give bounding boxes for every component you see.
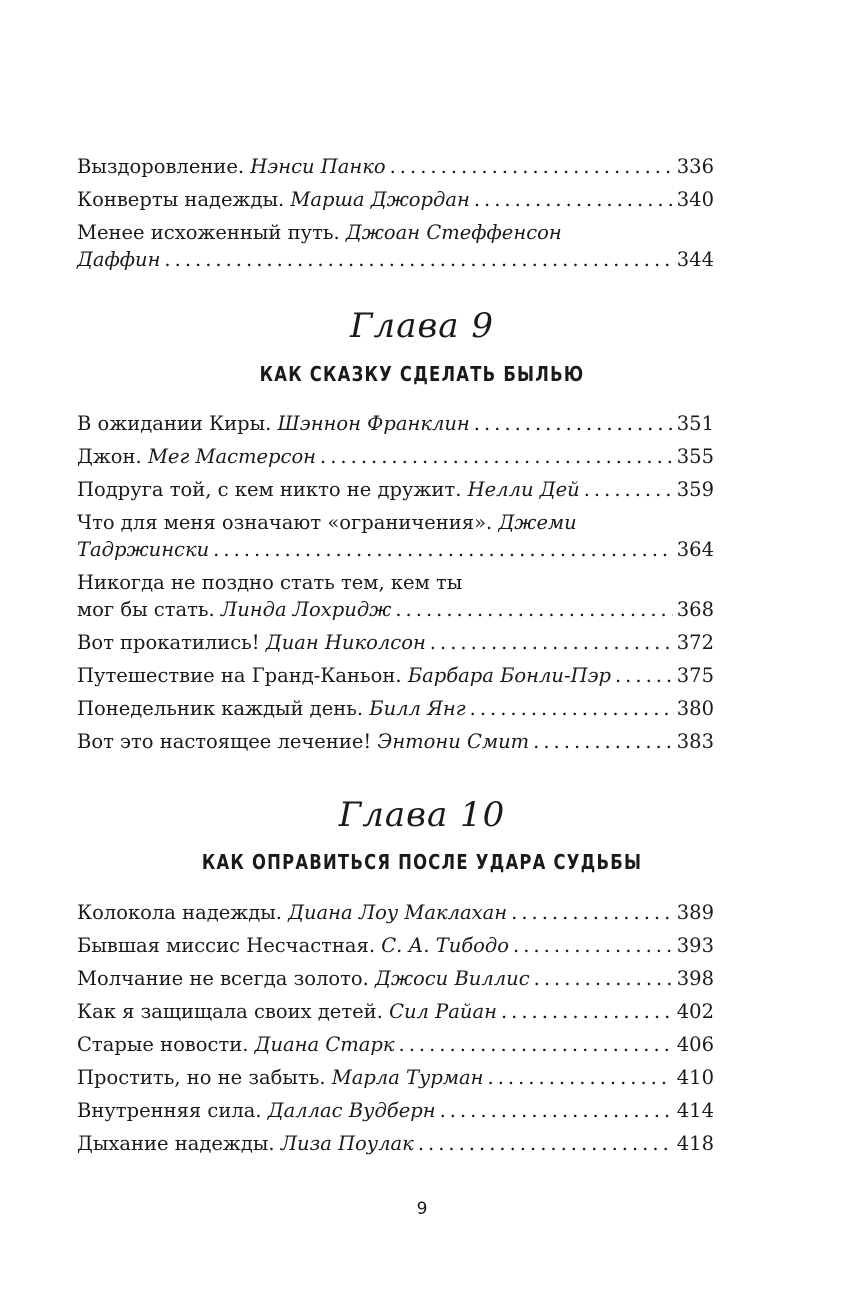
entry-title: Молчание не всегда золото.	[77, 967, 369, 990]
entry-author: Линда Лохридж	[220, 598, 392, 621]
toc-entry	[77, 1127, 714, 1160]
entry-page: 351	[676, 412, 714, 435]
entry-page: 398	[676, 967, 714, 990]
entry-page: 410	[676, 1066, 714, 1089]
toc-entry	[77, 440, 714, 473]
leader-dots	[395, 593, 672, 626]
entry-page: 344	[676, 248, 714, 271]
entry-title: Бывшая миссис Несчастная.	[77, 934, 376, 957]
entry-title: В ожидании Киры.	[77, 412, 272, 435]
entry-title: Что для меня означают «ограничения».	[77, 511, 493, 534]
leader-dots	[474, 183, 673, 216]
entry-page: 355	[676, 445, 714, 468]
toc-entry	[77, 1094, 714, 1127]
entry-page: 402	[676, 1000, 714, 1023]
toc-entry	[77, 150, 714, 183]
entry-title: Простить, но не забыть.	[77, 1066, 326, 1089]
entry-page: 368	[676, 598, 714, 621]
entry-title: Вот прокатились!	[77, 631, 260, 654]
entry-page: 393	[676, 934, 714, 957]
entry-page: 340	[676, 188, 714, 211]
toc-entry	[77, 995, 714, 1028]
leader-dots	[534, 962, 673, 995]
toc-entry	[77, 1061, 714, 1094]
entry-title: Подруга той, с кем никто не дружит.	[77, 478, 462, 501]
entry-page: 389	[676, 901, 714, 924]
leader-dots	[213, 533, 673, 566]
entry-page: 383	[676, 730, 714, 753]
leader-dots	[474, 407, 673, 440]
toc-entry	[77, 692, 714, 725]
toc-entry	[77, 929, 714, 962]
chapter-9-subtitle: КАК СКАЗКУ СДЕЛАТЬ БЫЛЬЮ	[259, 362, 585, 386]
entry-title: Старые новости.	[77, 1033, 249, 1056]
entry-author: Диан Николсон	[265, 631, 426, 654]
entry-title: Колокола надежды.	[77, 901, 282, 924]
entry-page: 372	[676, 631, 714, 654]
entry-title: Внутренняя сила.	[77, 1099, 262, 1122]
entry-title: Никогда не поздно стать тем, кем ты	[77, 571, 463, 594]
leader-dots	[430, 626, 673, 659]
entry-author: Сил Райан	[389, 1000, 497, 1023]
leader-dots	[390, 150, 673, 183]
page-number: 9	[416, 1199, 428, 1219]
leader-dots	[470, 692, 673, 725]
entry-author: Барбара Бонли-Пэр	[407, 664, 611, 687]
entry-title: Менее исхоженный путь.	[77, 221, 340, 244]
leader-dots	[513, 929, 673, 962]
entry-page: 375	[676, 664, 714, 687]
leader-dots	[320, 440, 673, 473]
entry-title: Конверты надежды.	[77, 188, 285, 211]
entry-author: Марша Джордан	[290, 188, 470, 211]
entry-page: 359	[676, 478, 714, 501]
entry-author: Нэнси Панко	[250, 155, 386, 178]
entry-author-cont: Даффин	[77, 248, 161, 271]
entry-author: Марла Турман	[331, 1066, 484, 1089]
entry-author: Джоси Виллис	[375, 967, 530, 990]
toc-entry	[77, 566, 714, 626]
toc-entry	[77, 659, 714, 692]
toc-entry	[77, 506, 714, 566]
entry-author: С. А. Тибодо	[381, 934, 510, 957]
entry-author: Нелли Дей	[467, 478, 580, 501]
entry-author: Шэннон Франклин	[277, 412, 470, 435]
toc-entry	[77, 473, 714, 506]
entry-page: 380	[676, 697, 714, 720]
entry-title: Путешествие на Гранд-Каньон.	[77, 664, 402, 687]
toc-entry	[77, 183, 714, 216]
entry-author: Мег Мастерсон	[147, 445, 317, 468]
toc-section-chapter-10	[77, 896, 714, 1160]
leader-dots	[511, 896, 673, 929]
leader-dots	[584, 473, 673, 506]
entry-page: 414	[676, 1099, 714, 1122]
entry-title-cont: мог бы стать.	[77, 598, 215, 621]
entry-author: Джеми	[498, 511, 577, 534]
chapter-10-heading: Глава 10	[338, 795, 506, 835]
entry-page: 406	[676, 1033, 714, 1056]
leader-dots	[533, 725, 673, 758]
toc-entry	[77, 407, 714, 440]
leader-dots	[440, 1094, 673, 1127]
toc-entry	[77, 216, 714, 276]
toc-entry	[77, 725, 714, 758]
entry-author: Даллас Вудберн	[267, 1099, 436, 1122]
entry-title: Выздоровление.	[77, 155, 245, 178]
toc-entry	[77, 1028, 714, 1061]
entry-author: Билл Янг	[369, 697, 466, 720]
toc-entry	[77, 896, 714, 929]
entry-author: Диана Старк	[254, 1033, 395, 1056]
leader-dots	[418, 1127, 673, 1160]
entry-author: Диана Лоу Маклахан	[288, 901, 508, 924]
entry-author-cont: Тадржински	[77, 538, 210, 561]
entry-title: Вот это настоящее лечение!	[77, 730, 372, 753]
entry-author: Энтони Смит	[377, 730, 530, 753]
entry-page: 336	[676, 155, 714, 178]
leader-dots	[164, 243, 672, 276]
chapter-10-subtitle: КАК ОПРАВИТЬСЯ ПОСЛЕ УДАРА СУДЬБЫ	[201, 850, 643, 874]
toc-entry	[77, 626, 714, 659]
entry-author: Лиза Поулак	[280, 1132, 414, 1155]
entry-title: Джон.	[77, 445, 142, 468]
leader-dots	[501, 995, 673, 1028]
entry-title: Как я защищала своих детей.	[77, 1000, 383, 1023]
leader-dots	[615, 659, 673, 692]
leader-dots	[488, 1061, 673, 1094]
toc-section-chapter-9	[77, 407, 714, 758]
chapter-9-heading: Глава 9	[350, 306, 494, 346]
entry-author: Джоан Стеффенсон	[345, 221, 562, 244]
entry-page: 418	[676, 1132, 714, 1155]
toc-entry	[77, 962, 714, 995]
entry-title: Понедельник каждый день.	[77, 697, 364, 720]
entry-page: 364	[676, 538, 714, 561]
leader-dots	[399, 1028, 673, 1061]
toc-section-top	[77, 150, 714, 276]
entry-title: Дыхание надежды.	[77, 1132, 275, 1155]
